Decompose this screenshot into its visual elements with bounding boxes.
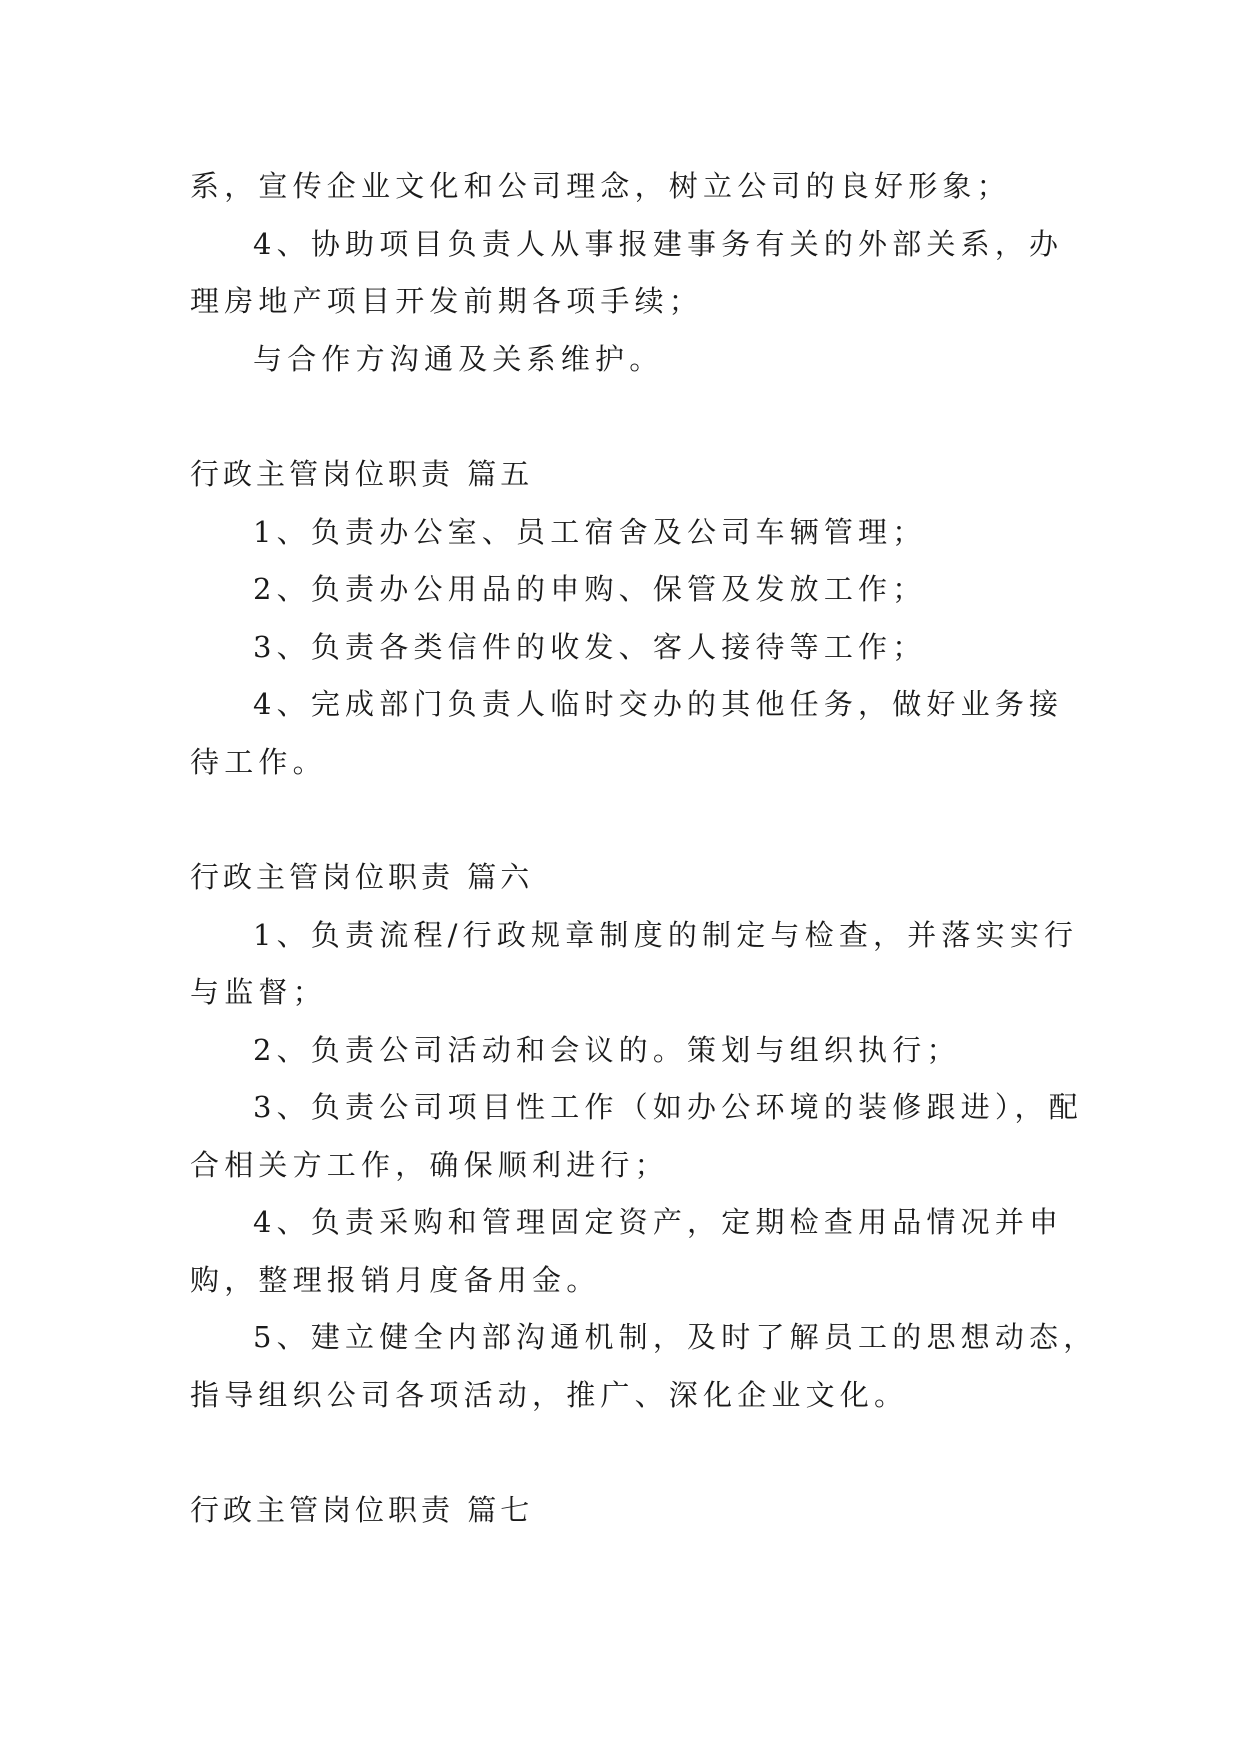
paragraph-line: 5、建立健全内部沟通机制，及时了解员工的思想动态， [253,1320,1098,1354]
paragraph-line: 3、负责各类信件的收发、客人接待等工作； [253,630,927,664]
paragraph-line: 2、负责办公用品的申购、保管及发放工作； [253,572,927,606]
paragraph-line: 4、负责采购和管理固定资产，定期检查用品情况并申 [253,1205,1064,1239]
paragraph-line: 4、完成部门负责人临时交办的其他任务，做好业务接 [253,687,1064,721]
paragraph-line: 4、协助项目负责人从事报建事务有关的外部关系，办 [253,227,1064,261]
paragraph-line: 与监督； [190,975,327,1009]
section-heading: 行政主管岗位职责 篇七 [190,1493,534,1527]
section-heading: 行政主管岗位职责 篇五 [190,457,534,491]
paragraph-line: 待工作。 [190,745,327,779]
paragraph-line: 合相关方工作，确保顺利进行； [190,1148,669,1182]
paragraph-line: 2、负责公司活动和会议的。策划与组织执行； [253,1033,961,1067]
paragraph-line: 购，整理报销月度备用金。 [190,1263,601,1297]
paragraph-line: 指导组织公司各项活动，推广、深化企业文化。 [190,1378,909,1412]
paragraph-line: 1、负责流程/行政规章制度的制定与检查，并落实实行 [253,918,1079,952]
paragraph-line: 3、负责公司项目性工作（如办公环境的装修跟进），配 [253,1090,1083,1124]
paragraph-line: 系，宣传企业文化和公司理念，树立公司的良好形象； [190,169,1011,203]
paragraph-line: 与合作方沟通及关系维护。 [253,342,664,376]
paragraph-line: 1、负责办公室、员工宿舍及公司车辆管理； [253,515,927,549]
section-heading: 行政主管岗位职责 篇六 [190,860,534,894]
paragraph-line: 理房地产项目开发前期各项手续； [190,284,704,318]
